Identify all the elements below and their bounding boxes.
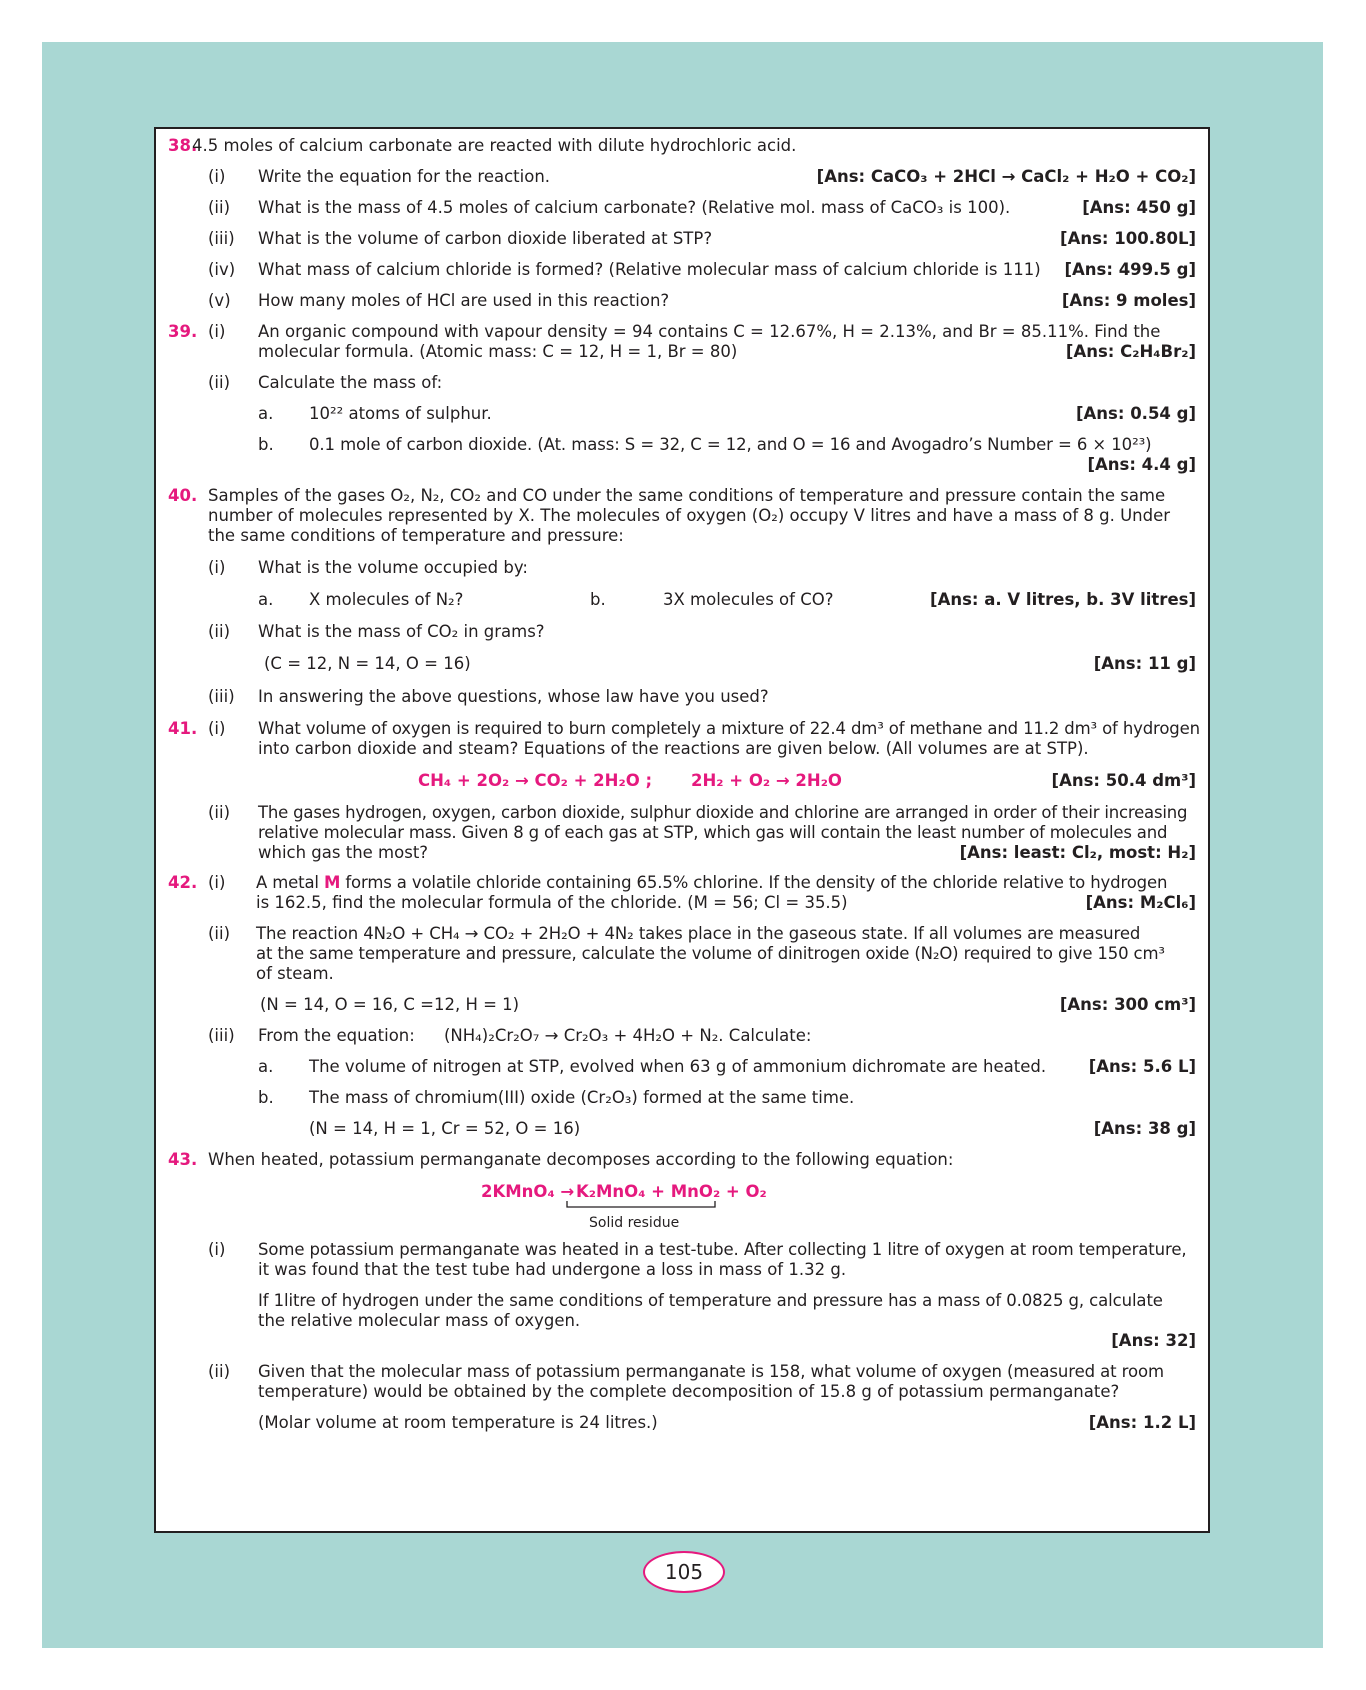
part-number: (iii) bbox=[208, 1026, 235, 1045]
part-number: (i) bbox=[208, 719, 226, 738]
part-text: If 1litre of hydrogen under the same conditions of temperature and pressure has a mass of 0.0825 g, calculate bbox=[258, 1291, 1163, 1310]
q40-text: Samples of the gases O₂, N₂, CO₂ and CO under the same conditions of temperature and pressure contain the same bbox=[208, 486, 1166, 505]
part-text: relative molecular mass. Given 8 g of each gas at STP, which gas will contain the least number of molecules and bbox=[258, 823, 1168, 842]
sub-text: 10²² atoms of sulphur. bbox=[309, 404, 492, 423]
part-text: it was found that the test tube had undergone a loss in mass of 1.32 g. bbox=[258, 1260, 847, 1279]
part-text: is 162.5, find the molecular formula of the chloride. (M = 56; Cl = 35.5) bbox=[256, 893, 848, 912]
part-text: What mass of calcium chloride is formed? (Relative molecular mass of calcium chloride is 111) bbox=[258, 260, 1041, 279]
question-number: 40. bbox=[168, 486, 198, 505]
question-number: 41. bbox=[168, 719, 198, 738]
sub-text: 3X molecules of CO? bbox=[663, 590, 834, 609]
sub-label: b. bbox=[258, 435, 274, 454]
part-number: (v) bbox=[208, 291, 231, 310]
sub-label: b. bbox=[590, 590, 606, 609]
part-text: Some potassium permanganate was heated in a test-tube. After collecting 1 litre of oxygen at room temperature, bbox=[258, 1240, 1187, 1259]
part-number: (iii) bbox=[208, 687, 235, 706]
equation-products: K₂MnO₄ + MnO₂ + O₂ bbox=[576, 1182, 767, 1201]
sub-label: b. bbox=[258, 1088, 274, 1107]
answer: [Ans: 499.5 g] bbox=[1064, 260, 1196, 279]
part-text: temperature) would be obtained by the complete decomposition of 15.8 g of potassium permanganate? bbox=[258, 1382, 1120, 1401]
part-text: Write the equation for the reaction. bbox=[258, 167, 551, 186]
question-number: 38. bbox=[168, 136, 198, 155]
answer: [Ans: a. V litres, b. 3V litres] bbox=[930, 590, 1196, 609]
answer: [Ans: 1.2 L] bbox=[1088, 1413, 1196, 1432]
part-text: What volume of oxygen is required to burn completely a mixture of 22.4 dm³ of methane and 11.2 dm³ of hydrogen bbox=[258, 719, 1200, 738]
sub-text: The volume of nitrogen at STP, evolved when 63 g of ammonium dichromate are heated. bbox=[309, 1057, 1047, 1076]
sub-label: a. bbox=[258, 1057, 274, 1076]
part-text: which gas the most? bbox=[258, 843, 429, 862]
dichromate-equation: (NH₄)₂Cr₂O₇ → Cr₂O₃ + 4H₂O + N₂. Calculate: bbox=[444, 1026, 812, 1045]
part-number: (i) bbox=[208, 558, 226, 577]
answer: [Ans: 0.54 g] bbox=[1075, 404, 1196, 423]
q40-text: the same conditions of temperature and pressure: bbox=[208, 526, 624, 545]
answer: [Ans: 100.80L] bbox=[1060, 229, 1196, 248]
part-text: The gases hydrogen, oxygen, carbon dioxide, sulphur dioxide and chlorine are arranged in order of their increasing bbox=[258, 803, 1188, 822]
answer: [Ans: C₂H₄Br₂] bbox=[1065, 342, 1196, 361]
sub-text: The mass of chromium(III) oxide (Cr₂O₃) formed at the same time. bbox=[309, 1088, 855, 1107]
part-text: In answering the above questions, whose law have you used? bbox=[258, 687, 769, 706]
part-text bbox=[256, 872, 1167, 893]
part-text: the relative molecular mass of oxygen. bbox=[258, 1311, 581, 1330]
part-text: An organic compound with vapour density = 94 contains C = 12.67%, H = 2.13%, and Br = 85.11%. Find the bbox=[258, 322, 1161, 341]
sub-text: 0.1 mole of carbon dioxide. (At. mass: S = 32, C = 12, and O = 16 and Avogadro’s Number = 6 × 10²³) bbox=[309, 435, 1152, 454]
answer: [Ans: 11 g] bbox=[1093, 654, 1196, 673]
question-number: 42. bbox=[168, 873, 198, 892]
answer: [Ans: M₂Cl₆] bbox=[1085, 893, 1196, 912]
q38-text: 4.5 moles of calcium carbonate are reacted with dilute hydrochloric acid. bbox=[192, 136, 797, 155]
part-text: at the same temperature and pressure, calculate the volume of dinitrogen oxide (N₂O) required to give 150 cm³ bbox=[256, 944, 1165, 963]
metal-prefix: A metal bbox=[256, 873, 319, 892]
answer: [Ans: 50.4 dm³] bbox=[1051, 771, 1196, 790]
question-number: 39. bbox=[168, 322, 198, 341]
part-number: (i) bbox=[208, 167, 226, 186]
part-text: The reaction 4N₂O + CH₄ → CO₂ + 2H₂O + 4N₂ takes place in the gaseous state. If all volumes are measured bbox=[256, 924, 1141, 943]
part-text: What is the volume occupied by: bbox=[258, 558, 528, 577]
part-number: (iii) bbox=[208, 229, 235, 248]
q40-text: number of molecules represented by X. The molecules of oxygen (O₂) occupy V litres and have a mass of 8 g. Under bbox=[208, 506, 1171, 525]
solid-residue-bracket bbox=[566, 1200, 716, 1212]
sub-text: X molecules of N₂? bbox=[309, 590, 464, 609]
part-text: Calculate the mass of: bbox=[258, 373, 443, 392]
q43-text: When heated, potassium permanganate decomposes according to the following equation: bbox=[208, 1150, 954, 1169]
answer: [Ans: 9 moles] bbox=[1061, 291, 1196, 310]
part-number: (iv) bbox=[208, 260, 236, 279]
part-number: (i) bbox=[208, 873, 226, 892]
answer: [Ans: 4.4 g] bbox=[1087, 455, 1196, 474]
question-number: 43. bbox=[168, 1150, 198, 1169]
answer: [Ans: 450 g] bbox=[1082, 198, 1196, 217]
page-number: 105 bbox=[643, 1551, 725, 1593]
part-number: (i) bbox=[208, 1240, 226, 1259]
part-number: (i) bbox=[208, 322, 226, 341]
part-text: How many moles of HCl are used in this reaction? bbox=[258, 291, 670, 310]
answer: [Ans: least: Cl₂, most: H₂] bbox=[959, 843, 1196, 862]
answer: [Ans: 38 g] bbox=[1093, 1119, 1196, 1138]
equation-hydrogen: 2H₂ + O₂ → 2H₂O bbox=[691, 771, 842, 790]
part-text: What is the mass of 4.5 moles of calcium carbonate? (Relative mol. mass of CaCO₃ is 100). bbox=[258, 198, 1011, 217]
metal-symbol: M bbox=[323, 873, 341, 892]
equation-reactant: 2KMnO₄ → bbox=[481, 1182, 575, 1201]
answer: [Ans: CaCO₃ + 2HCl → CaCl₂ + H₂O + CO₂] bbox=[816, 167, 1196, 186]
part-text: Given that the molecular mass of potassium permanganate is 158, what volume of oxygen (measured at room bbox=[258, 1362, 1164, 1381]
part-number: (ii) bbox=[208, 924, 231, 943]
answer: [Ans: 300 cm³] bbox=[1059, 995, 1196, 1014]
answer: [Ans: 5.6 L] bbox=[1088, 1057, 1196, 1076]
part-number: (ii) bbox=[208, 373, 231, 392]
worksheet-page bbox=[154, 127, 1210, 1533]
part-text: From the equation: bbox=[258, 1026, 415, 1045]
answer: [Ans: 32] bbox=[1111, 1331, 1196, 1350]
part-text: into carbon dioxide and steam? Equations of the reactions are given below. (All volumes are at STP). bbox=[258, 739, 1089, 758]
given-data: (N = 14, O = 16, C =12, H = 1) bbox=[260, 995, 520, 1014]
sub-label: a. bbox=[258, 404, 274, 423]
given-data: (N = 14, H = 1, Cr = 52, O = 16) bbox=[309, 1119, 581, 1138]
part-text: molecular formula. (Atomic mass: C = 12, H = 1, Br = 80) bbox=[258, 342, 738, 361]
part-text: What is the mass of CO₂ in grams? bbox=[258, 622, 545, 641]
sub-label: a. bbox=[258, 590, 274, 609]
equation-methane: CH₄ + 2O₂ → CO₂ + 2H₂O ; bbox=[418, 771, 653, 790]
given-data: (Molar volume at room temperature is 24 litres.) bbox=[258, 1413, 658, 1432]
part-number: (ii) bbox=[208, 1362, 231, 1381]
part-number: (ii) bbox=[208, 622, 231, 641]
part-number: (ii) bbox=[208, 803, 231, 822]
part-number: (ii) bbox=[208, 198, 231, 217]
given-data: (C = 12, N = 14, O = 16) bbox=[264, 654, 471, 673]
solid-residue-label: Solid residue bbox=[589, 1215, 680, 1231]
metal-suffix: forms a volatile chloride containing 65.5% chlorine. If the density of the chloride relative to hydrogen bbox=[345, 873, 1168, 892]
part-text: of steam. bbox=[256, 964, 334, 983]
part-text: What is the volume of carbon dioxide liberated at STP? bbox=[258, 229, 713, 248]
